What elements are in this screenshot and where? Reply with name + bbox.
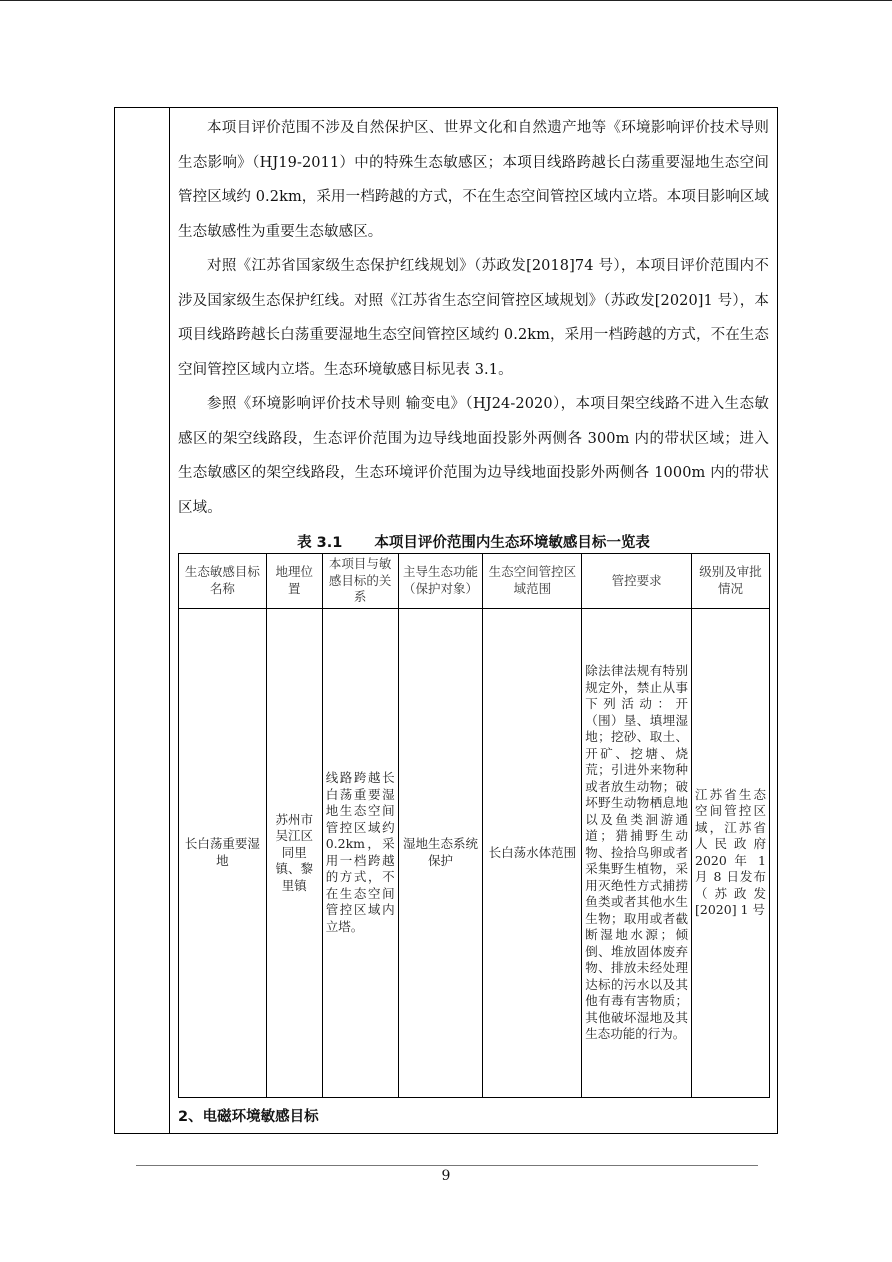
table-caption: [170, 533, 777, 553]
header-range: 生态空间管控区域范围: [483, 554, 582, 609]
page-number: 9: [441, 1168, 451, 1184]
header-requirements: 管控要求: [582, 554, 692, 609]
paragraph-1: 本项目评价范围不涉及自然保护区、世界文化和自然遗产地等《环境影响评价技术导则 生态影响》（HJ19-2011）中的特殊生态敏感区；本项目线路跨越长白荡重要湿地生态空间管控区域约 0.2km，采用一档跨越的方式，不在生态空间管控区域内立塔。本项目影响区域生态敏感性为重要生态敏感区。: [178, 120, 770, 240]
header-location: 地理位置: [266, 554, 322, 609]
cell-function: 湿地生态系统保护: [398, 608, 483, 1098]
header-approval: 级别及审批情况: [692, 554, 770, 609]
section-2-title: 2、电磁环境敏感目标: [178, 1109, 319, 1125]
cell-relation: 线路跨越长白荡重要湿地生态空间管控区域约0.2km，采用一档跨越的方式，不在生态空间管控区域内立塔。: [322, 608, 398, 1098]
content-cell: [170, 108, 777, 1133]
left-label-column: [115, 108, 170, 1133]
table-row: [179, 608, 770, 1098]
cell-target-name: 长白荡重要湿地: [179, 608, 267, 1098]
sensitive-targets-table: [178, 553, 770, 1098]
table-header-row: [179, 554, 770, 609]
footer-line: [136, 1165, 758, 1166]
table-caption-number: 表 3.1: [297, 535, 343, 551]
paragraphs: [170, 111, 777, 525]
cell-range: 长白荡水体范围: [483, 608, 582, 1098]
header-relation: 本项目与敏感目标的关系: [322, 554, 398, 609]
top-border-line: [0, 0, 892, 1]
table-caption-title: 本项目评价范围内生态环境敏感目标一览表: [374, 535, 650, 551]
header-target-name: 生态敏感目标名称: [179, 554, 267, 609]
cell-approval: 江苏省生态空间管控区域，江苏省人民政府 2020 年 1 月 8 日发布（苏政发[2020] 1 号: [692, 608, 770, 1098]
paragraph-3: 参照《环境影响评价技术导则 输变电》（HJ24-2020），本项目架空线路不进入生态敏感区的架空线路段，生态评价范围为边导线地面投影外两侧各 300m 内的带状区域；进入生态敏感区的架空线路段，生态环境评价范围为边导线地面投影外两侧各 1000m 内的带状区域。: [178, 396, 769, 516]
paragraph-2: 对照《江苏省国家级生态保护红线规划》（苏政发[2018]74 号），本项目评价范围内不涉及国家级生态保护红线。对照《江苏省生态空间管控区域规划》（苏政发[2020]1 号），本项目线路跨越长白荡重要湿地生态空间管控区域约 0.2km，采用一档跨越的方式，不在生态空间管控区域内立塔。生态环境敏感目标见表 3.1。: [178, 258, 770, 378]
content-frame: [114, 107, 778, 1134]
cell-location: 苏州市吴江区同里镇、黎里镇: [266, 608, 322, 1098]
header-function: 主导生态功能（保护对象）: [398, 554, 483, 609]
cell-requirements: 除法律法规有特别规定外，禁止从事下列活动：开（围）垦、填埋湿地；挖砂、取土、开矿、挖塘、烧荒；引进外来物种或者放生动物；破坏野生动物栖息地以及鱼类洄游通道；猎捕野生动物、捡拾鸟卵或者采集野生植物，采用灭绝性方式捕捞鱼类或者其他水生生物；取用或者截断湿地水源；倾倒、堆放固体废弃物、排放未经处理达标的污水以及其他有毒有害物质；其他破坏湿地及其生态功能的行为。: [582, 608, 692, 1098]
